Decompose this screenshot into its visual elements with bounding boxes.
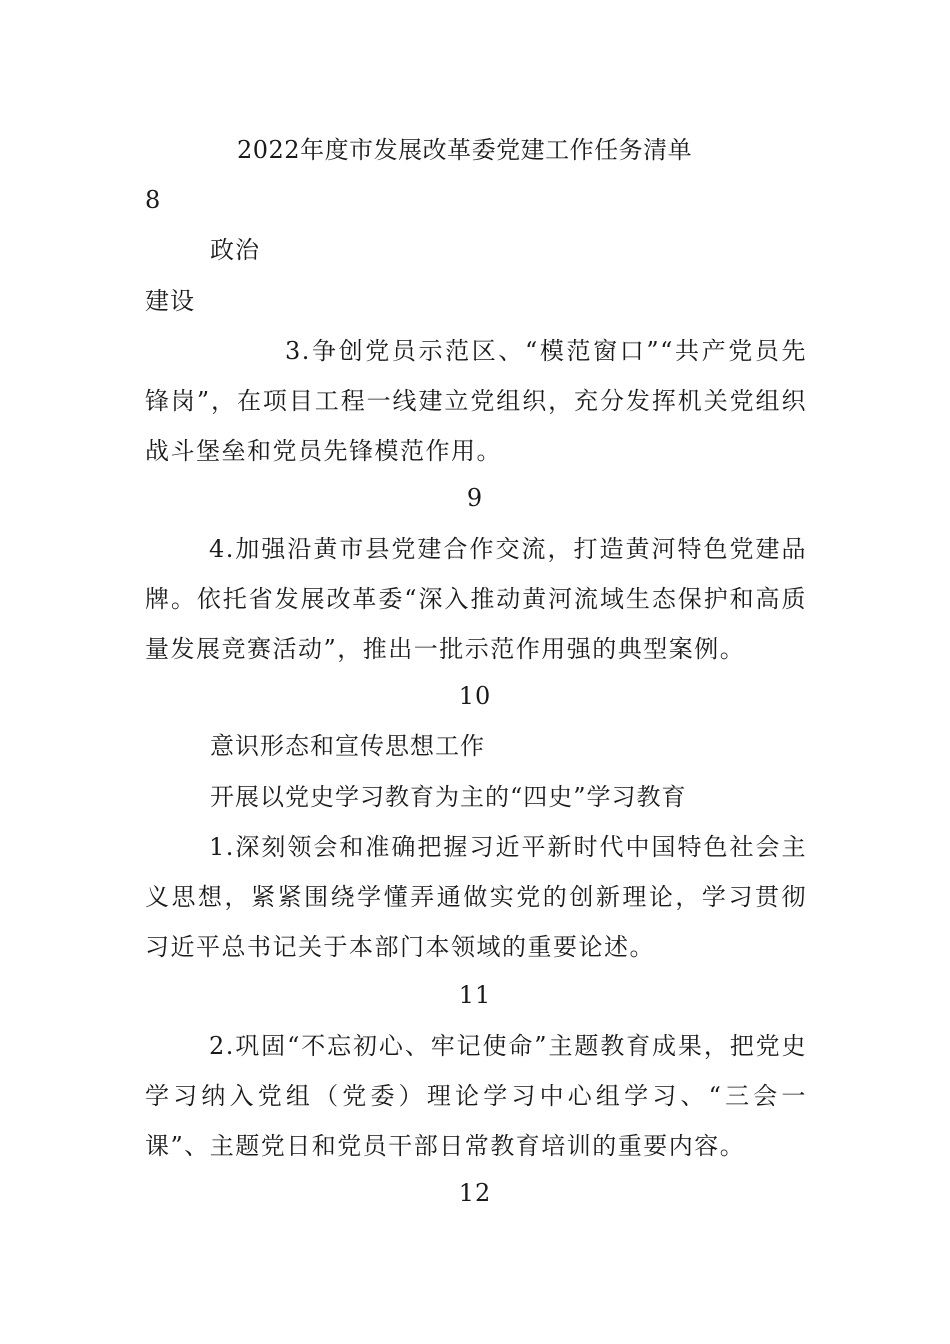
item-2-paragraph: 2.巩固“不忘初心、牢记使命”主题教育成果，把党史学习纳入党组（党委）理论学习中心组学习、“三会一课”、主题党日和党员干部日常教育培训的重要内容。 [145,1032,807,1160]
document-title: 2022年度市发展改革委党建工作任务清单 [237,136,693,164]
heading-construction: 建设 [145,287,195,315]
item-4-paragraph: 4.加强沿黄市县党建合作交流，打造黄河特色党建品牌。依托省发展改革委“深入推动黄河流域生态保护和高质量发展竞赛活动”，推出一批示范作用强的典型案例。 [145,535,807,663]
item-1-paragraph: 1.深刻领会和准确把握习近平新时代中国特色社会主义思想，紧紧围绕学懂弄通做实党的创新理论，学习贯彻习近平总书记关于本部门本领域的重要论述。 [145,833,807,961]
page-number-9: 9 [466,484,484,512]
page-number-12: 12 [458,1179,492,1207]
heading-four-history: 开展以党史学习教育为主的“四史”学习教育 [210,783,687,811]
item-3-paragraph: 3.争创党员示范区、“模范窗口”“共产党员先锋岗”，在项目工程一线建立党组织，充分发挥机关党组织战斗堡垒和党员先锋模范作用。 [145,337,807,465]
page-number-8: 8 [145,186,162,214]
page-number-10: 10 [458,682,492,710]
heading-ideology: 意识形态和宣传思想工作 [210,732,485,760]
page-number-11: 11 [458,981,492,1009]
heading-political: 政治 [210,236,260,264]
